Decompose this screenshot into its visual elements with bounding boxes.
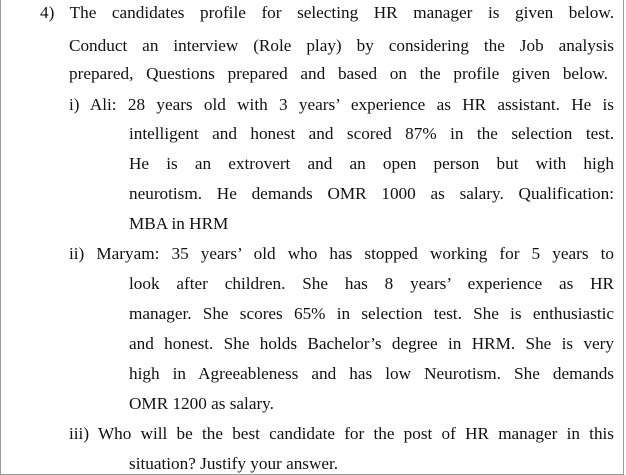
task-line-1: iii) Who will be the best candidate for the post of HR manager in this [69,424,614,443]
intro-line-1: 4) The candidates profile for selecting HR manager is given below. [40,3,614,22]
candidate-2-line-2: look after children. She has 8 years’ experience as HR [129,274,614,293]
candidate-2-line-5: high in Agreeableness and has low Neurotism. She demands [129,364,614,383]
intro-line-2: Conduct an interview (Role play) by considering the Job analysis [69,36,614,55]
candidate-1-line-3: He is an extrovert and an open person but with high [129,154,614,173]
candidate-1-line-5: MBA in HRM [129,214,229,233]
candidate-2-line-6: OMR 1200 as salary. [129,394,274,413]
candidate-1-line-1: i) Ali: 28 years old with 3 years’ experience as HR assistant. He is [69,95,614,114]
task-line-2: situation? Justify your answer. [129,454,339,473]
candidate-1-line-4: neurotism. He demands OMR 1000 as salary. Qualification: [129,184,614,203]
candidate-2-line-4: and honest. She holds Bachelor’s degree in HRM. She is very [129,334,614,353]
candidate-2-line-1: ii) Maryam: 35 years’ old who has stopped working for 5 years to [69,244,614,263]
candidate-2-line-3: manager. She scores 65% in selection test. She is enthusiastic [129,304,614,323]
candidate-1-line-2: intelligent and honest and scored 87% in the selection test. [129,124,614,143]
intro-line-3: prepared, Questions prepared and based on the profile given below. [69,64,608,83]
